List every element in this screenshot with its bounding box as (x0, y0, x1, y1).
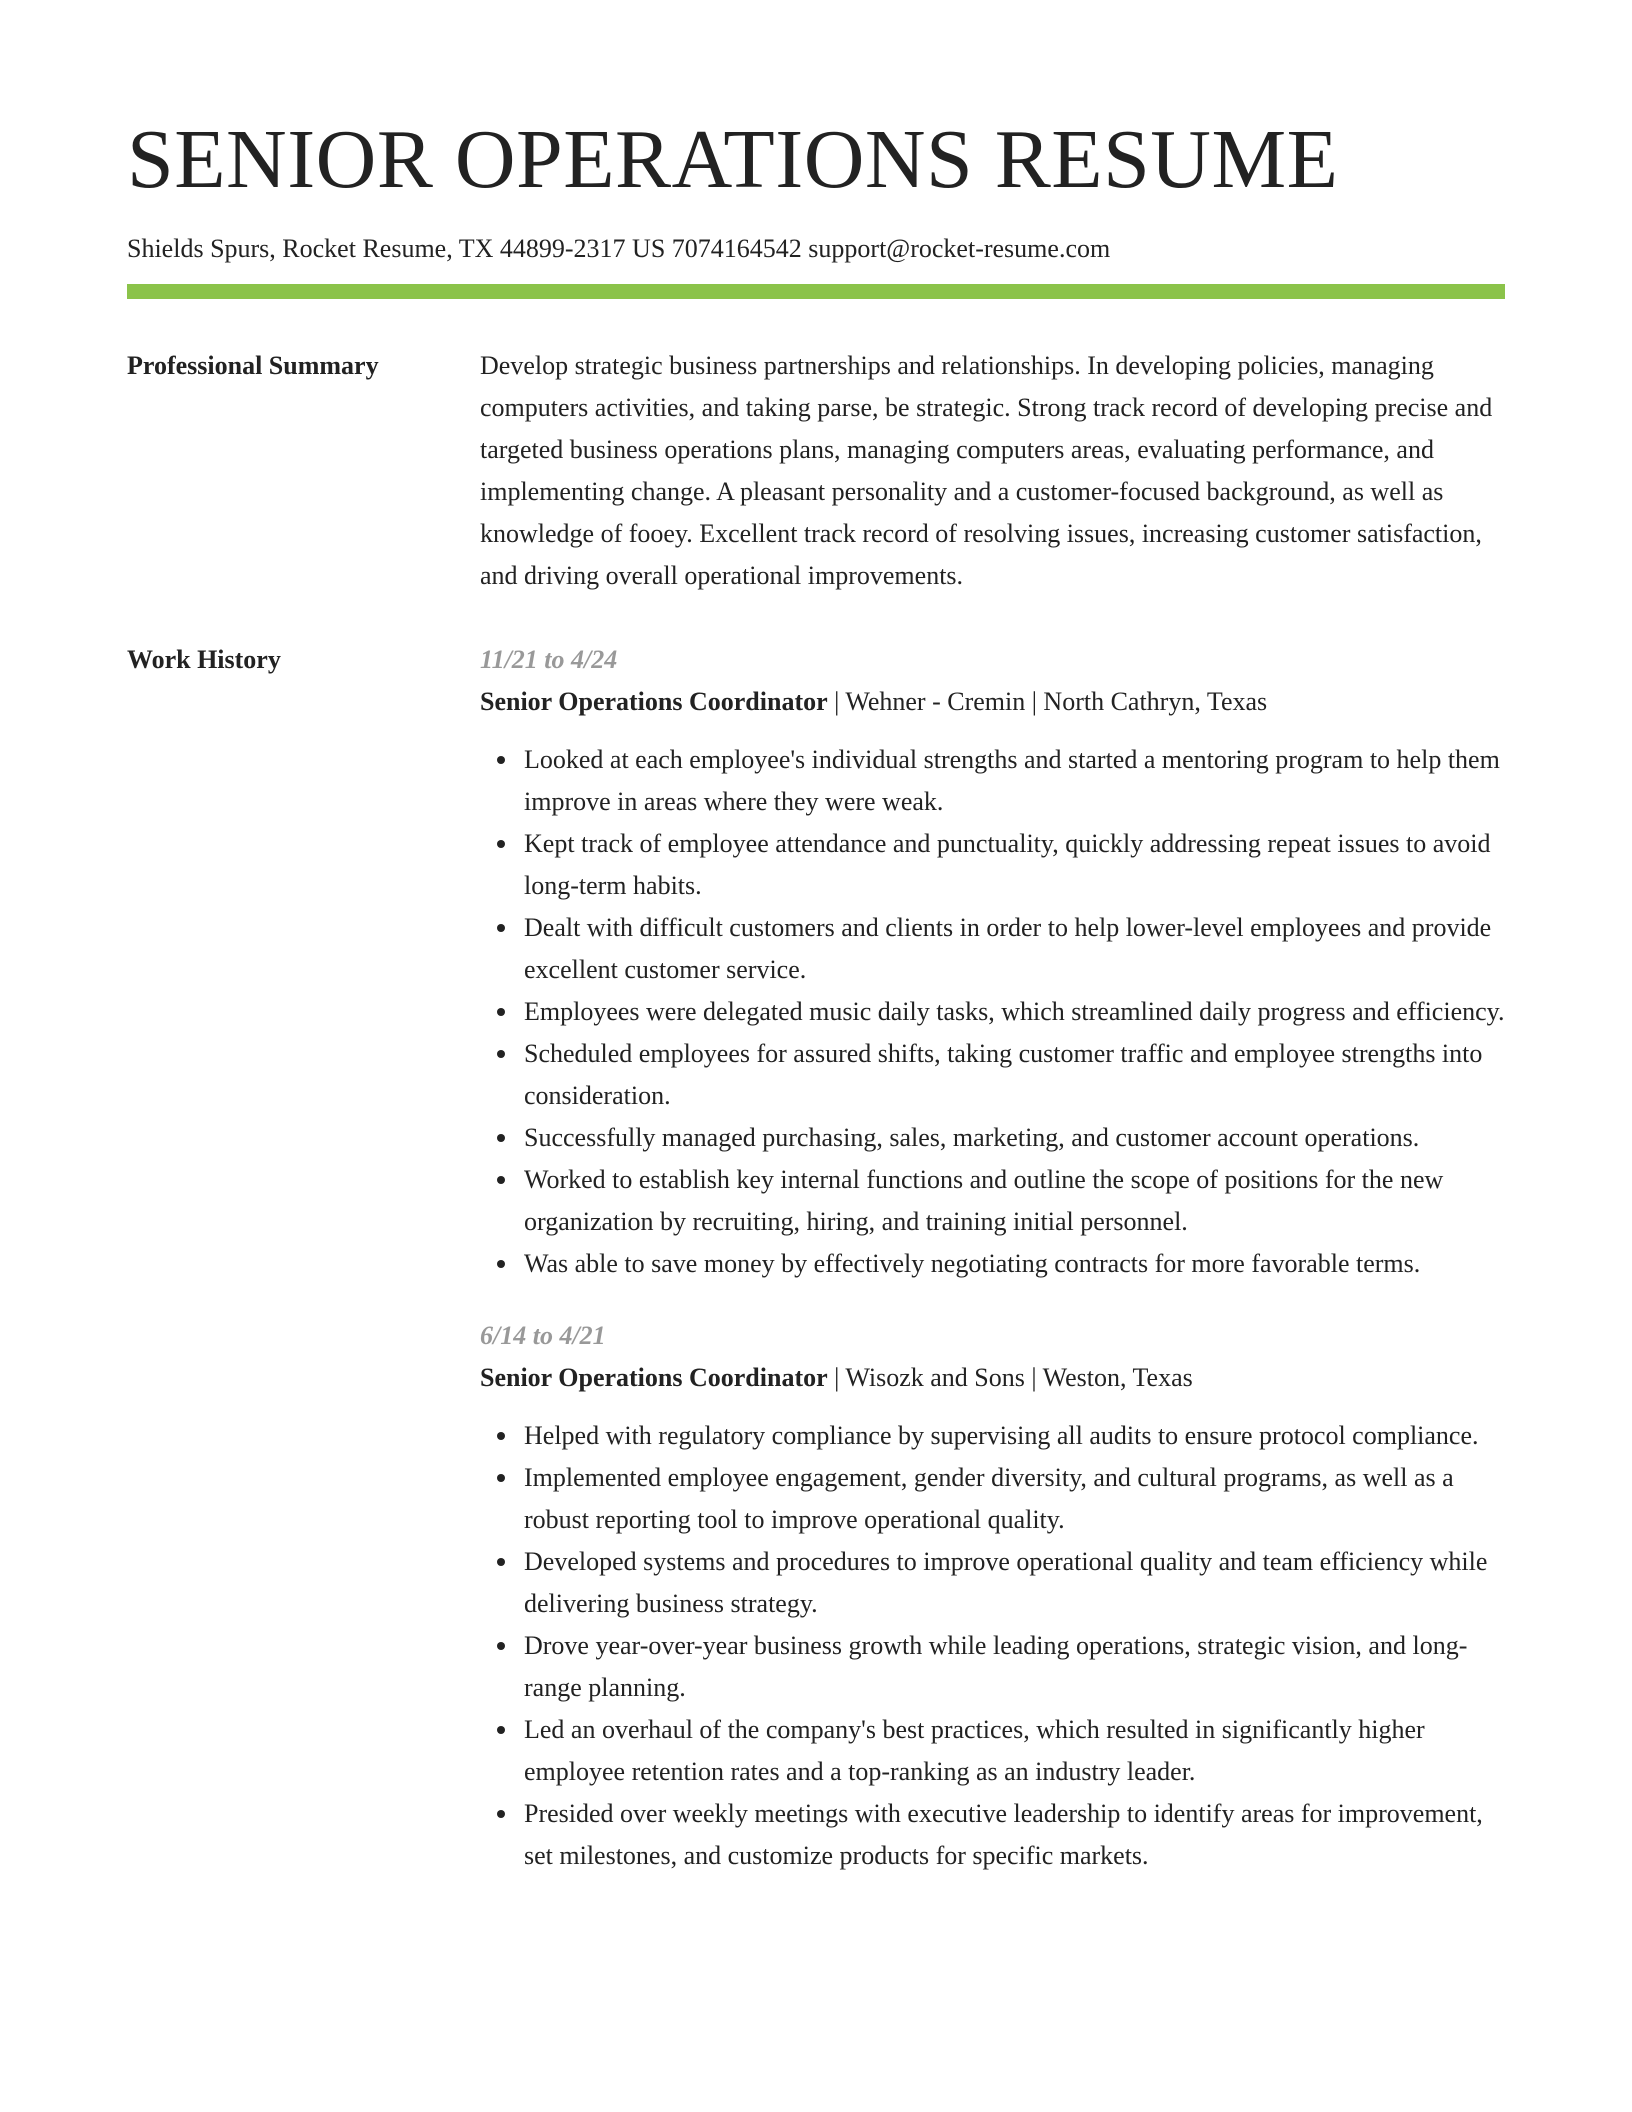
job-bullet: Helped with regulatory compliance by supervising all audits to ensure protocol compliance. (524, 1415, 1505, 1457)
job-bullet: Was able to save money by effectively negotiating contracts for more favorable terms. (524, 1243, 1505, 1285)
job-dates: 11/21 to 4/24 (480, 645, 618, 674)
job-bullet: Worked to establish key internal functions and outline the scope of positions for the new organization by recruiting, hiring, and training initial personnel. (524, 1159, 1505, 1243)
job-bullet-list (480, 739, 1505, 1285)
section-label-work-history: Work History (127, 645, 281, 674)
job-employer-location: | Wehner - Cremin | North Cathryn, Texas (827, 687, 1268, 716)
job-bullet: Led an overhaul of the company's best practices, which resulted in significantly higher employee retention rates and a top-ranking as an industry leader. (524, 1709, 1505, 1793)
professional-summary-section (127, 345, 1505, 597)
job-bullet: Drove year-over-year business growth while leading operations, strategic vision, and long-range planning. (524, 1625, 1505, 1709)
job-entry (480, 1315, 1505, 1877)
summary-body (480, 345, 1505, 597)
job-bullet: Looked at each employee's individual strengths and started a mentoring program to help them improve in areas where they were weak. (524, 739, 1505, 823)
section-label-professional-summary: Professional Summary (127, 351, 379, 380)
job-entry (480, 639, 1505, 1285)
job-employer-location: | Wisozk and Sons | Weston, Texas (827, 1363, 1193, 1392)
resume-page (127, 113, 1505, 1877)
work-history-body (480, 639, 1505, 1877)
job-bullet: Scheduled employees for assured shifts, taking customer traffic and employee strengths into consideration. (524, 1033, 1505, 1117)
job-heading (480, 681, 1505, 723)
job-title: Senior Operations Coordinator (480, 1363, 828, 1392)
resume-title: SENIOR OPERATIONS RESUME (127, 113, 1339, 206)
contact-line: Shields Spurs, Rocket Resume, TX 44899-2317 US 7074164542 support@rocket-resume.com (127, 234, 1111, 263)
job-bullet: Implemented employee engagement, gender diversity, and cultural programs, as well as a robust reporting tool to improve operational quality. (524, 1457, 1505, 1541)
job-bullet: Successfully managed purchasing, sales, marketing, and customer account operations. (524, 1117, 1505, 1159)
job-bullet: Employees were delegated music daily tasks, which streamlined daily progress and efficiency. (524, 991, 1505, 1033)
header-divider (127, 284, 1505, 299)
job-bullet: Developed systems and procedures to improve operational quality and team efficiency while delivering business strategy. (524, 1541, 1505, 1625)
summary-text: Develop strategic business partnerships and relationships. In developing policies, managing computers activities, and taking parse, be strategic. Strong track record of developing precise and targeted business operations plans, managing computers areas, evaluating performance, and implementing change. A pleasant personality and a customer-focused background, as well as knowledge of fooey. Excellent track record of resolving issues, increasing customer satisfaction, and driving overall operational improvements. (480, 351, 1493, 590)
job-title: Senior Operations Coordinator (480, 687, 828, 716)
work-history-section (127, 639, 1505, 1877)
job-heading (480, 1357, 1505, 1399)
job-bullet: Dealt with difficult customers and clients in order to help lower-level employees and provide excellent customer service. (524, 907, 1505, 991)
job-bullet: Presided over weekly meetings with executive leadership to identify areas for improvement, set milestones, and customize products for specific markets. (524, 1793, 1505, 1877)
job-bullet-list (480, 1415, 1505, 1877)
job-dates: 6/14 to 4/21 (480, 1321, 606, 1350)
job-bullet: Kept track of employee attendance and punctuality, quickly addressing repeat issues to avoid long-term habits. (524, 823, 1505, 907)
